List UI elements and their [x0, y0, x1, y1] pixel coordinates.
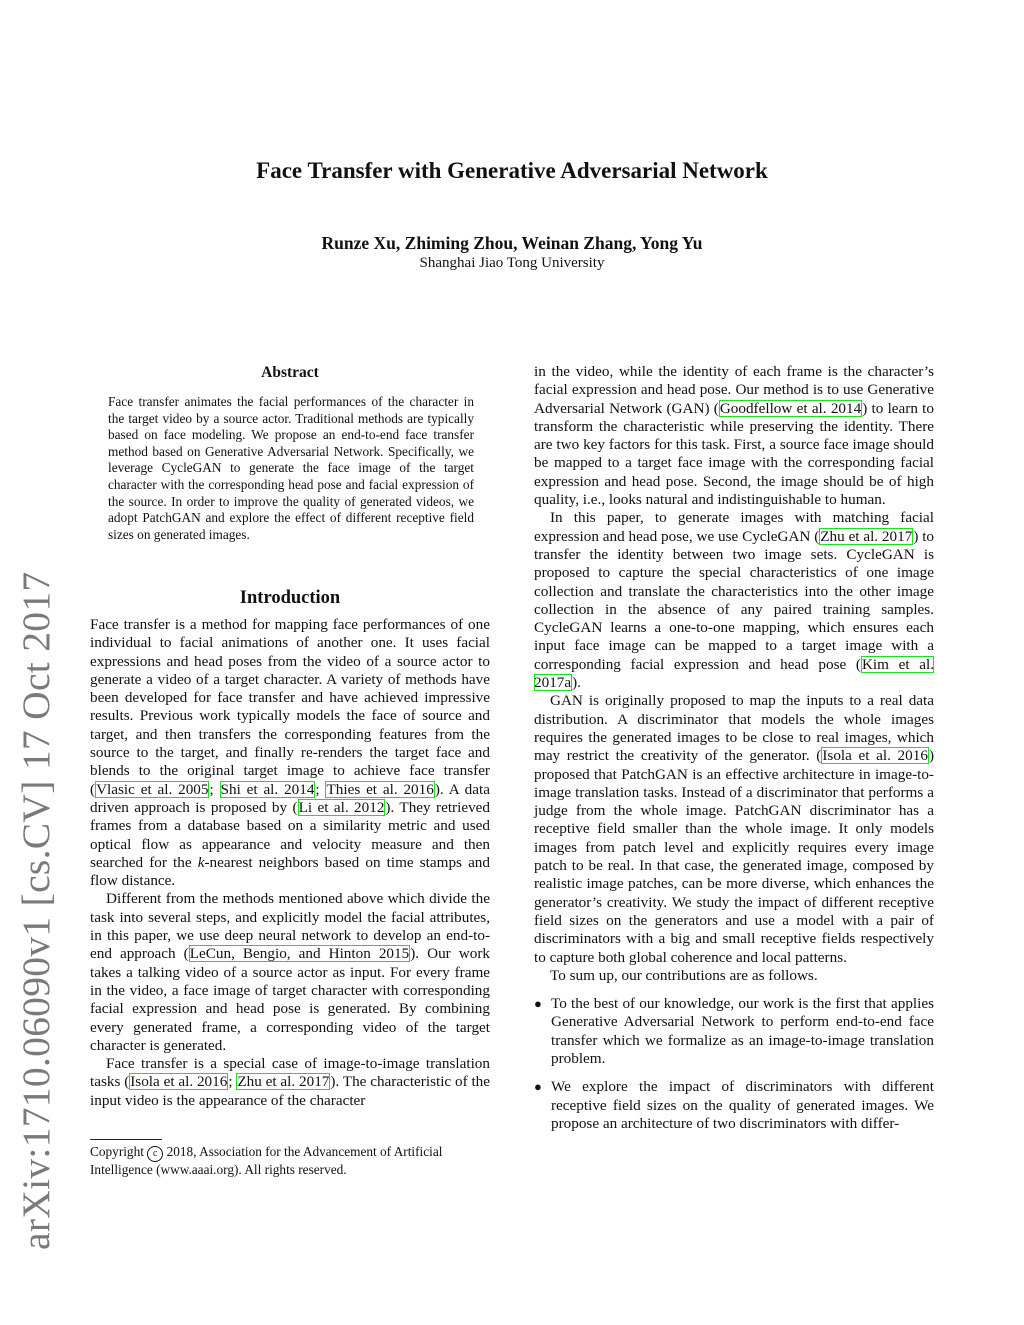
paper-authors: Runze Xu, Zhiming Zhou, Weinan Zhang, Yong Yu — [321, 233, 703, 253]
right-paragraph-4: To sum up, our contributions are as follows. — [550, 966, 818, 984]
citation-link[interactable]: Isola et al. 2016 — [130, 1073, 228, 1091]
abstract-text: Face transfer animates the facial performances of the character in the target video by a source actor. Traditional methods are typically based on face modeling. We propose an end-to-end face transfer method based on Generative Adversarial Network. Specifically, we leverage CycleGAN to generate the face image of the target character with the corresponding head pose and facial expression of the source. In order to improve the quality of generated videos, we adopt PatchGAN and explore the effect of different receptive field sizes on generated images. — [108, 394, 474, 542]
citation-link[interactable]: Isola et al. 2016 — [822, 747, 928, 765]
paper-title: Face Transfer with Generative Adversarial Network — [256, 158, 768, 183]
citation-link[interactable]: Kim et al. 2017a — [534, 655, 934, 692]
right-paragraph-3: GAN is originally proposed to map the inputs to a real data distribution. A discriminator that models the whole images requires the generated images to be close to real images, which may restrict the creativity of the generator. (Isola et al. 2016) proposed that PatchGAN is an effective architecture in image-to-image translation tasks. Instead of a discriminator that performs a judge from the whole image. PatchGAN discriminator has a receptive field smaller than the whole image. It only models images from patch level and explicitly requires every image patch to be real. In that case, the generated image, composed by realistic image patches, can be more diverse, which enhances the generator’s creativity. We study the impact of different receptive field sizes on the generators and use a model with a pair of discriminators with a big and small receptive fields respectively to capture both global coherence and local patterns. — [534, 692, 934, 966]
right-paragraph-1: in the video, while the identity of each frame is the character’s facial expression and head pose. Our method is to use Generative Adversarial Network (GAN) (Goodfellow et al. 2014) to learn to transform the characteristic while preserving the identity. There are two key factors for this task. First, a source face image should be mapped to a target face image with the corresponding facial expression and head pose. Second, the image should be of high quality, i.e., looks natural and indistinguishable to human. — [534, 363, 934, 509]
intro-paragraph-1: Face transfer is a method for mapping face performances of one individual to facial animations of another one. It uses facial expressions and head poses from the video of a source actor to generate a video of a target character. A variety of methods have been developed for face transfer and have achieved impressive results. Previous work typically models the face of source and target, and then transfers the corresponding features from the source to the target, and finally re-renders the target face and blends to the original target image to achieve face transfer (Vlasic et al. 2005; Shi et al. 2014; Thies et al. 2016). A data driven approach is proposed by (Li et al. 2012). They retrieved frames from a database based on a similarity metric and used optical flow as appearance and velocity measure and then searched for the k-nearest neighbors based on time stamps and flow distance. — [90, 616, 490, 890]
right-column-body — [534, 363, 934, 1143]
intro-paragraph-2: Different from the methods mentioned above which divide the task into several steps, and explicitly model the facial attributes, in this paper, we use deep neural network to develop an end-to-end approach (LeCun, Bengio, and Hinton 2015). Our work takes a talking video of a source actor as input. For every frame in the video, a face image of target character with corresponding facial expression and head pose is generated. By combining every generated frame, a corresponding video of the target character is generated. — [90, 890, 490, 1054]
list-item: ● We explore the impact of discriminators with different receptive field sizes on the quality of generated images. We propose an architecture of two discriminators with differ- — [534, 1078, 934, 1132]
bullet-icon: ● — [534, 996, 542, 1012]
citation-link[interactable]: Vlasic et al. 2005 — [96, 780, 209, 798]
citation-link[interactable]: Goodfellow et al. 2014 — [719, 399, 862, 417]
left-column-body — [90, 616, 490, 1110]
citation-link[interactable]: Zhu et al. 2017 — [820, 527, 913, 545]
copyright-footnote: Copyright c 2018, Association for the Advancement of Artificial Intelligence (www.aaai.org). All rights reserved. — [90, 1144, 443, 1177]
citation-link[interactable]: Li et al. 2012 — [298, 798, 385, 816]
right-paragraph-2: In this paper, to generate images with matching facial expression and head pose, we use CycleGAN (Zhu et al. 2017) to transfer the identity between two image sets. CycleGAN is proposed to capture the special characteristics of one image collection and translate the characteristics into the other image collection in the absence of any paired training samples. CycleGAN learns a one-to-one mapping, which ensures each input face image can be mapped to a target image with a corresponding facial expression and head pose (Kim et al. 2017a). — [534, 509, 935, 692]
footnote-divider — [90, 1139, 162, 1140]
paper-affiliation: Shanghai Jiao Tong University — [419, 255, 605, 271]
copyright-icon: c — [147, 1146, 163, 1162]
abstract-heading: Abstract — [261, 364, 319, 381]
list-item: ● To the best of our knowledge, our work is the first that applies Generative Adversarial Network to perform end-to-end face transfer which we formalize as an image-to-image translation problem. — [534, 995, 934, 1067]
introduction-heading: Introduction — [239, 588, 341, 608]
bullet-icon: ● — [534, 1079, 542, 1095]
citation-link[interactable]: LeCun, Bengio, and Hinton 2015 — [189, 945, 410, 963]
citation-link[interactable]: Shi et al. 2014 — [220, 780, 315, 798]
citation-link[interactable]: Zhu et al. 2017 — [237, 1073, 330, 1091]
citation-link[interactable]: Thies et al. 2016 — [326, 780, 434, 798]
contributions-list — [534, 995, 934, 1133]
arxiv-side-stamp: arXiv:1710.06090v1 [cs.CV] 17 Oct 2017 — [14, 571, 58, 1250]
intro-paragraph-3: Face transfer is a special case of image-to-image translation tasks (Isola et al. 2016; Zhu et al. 2017). The characteristic of the input video is the appearance of the character — [90, 1055, 490, 1109]
